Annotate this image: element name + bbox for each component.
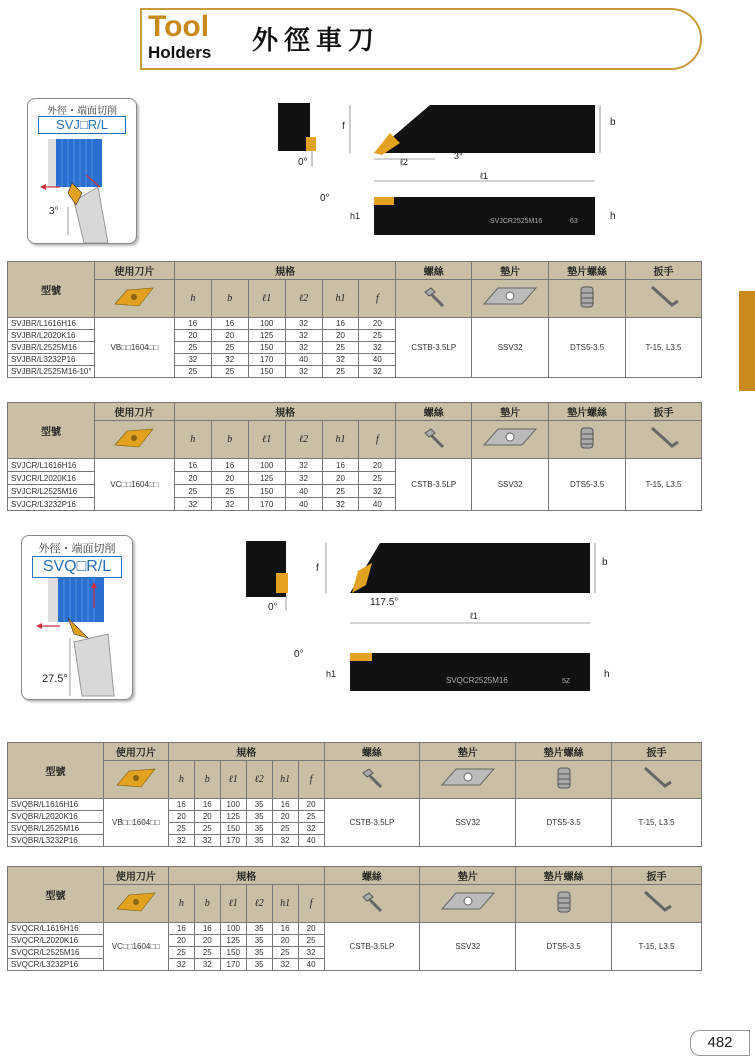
- table-row: SVQBR/L3232P16: [8, 835, 104, 847]
- screw-icon: [396, 421, 472, 459]
- svg-text:h: h: [610, 211, 616, 222]
- svg-text:b: b: [610, 117, 616, 128]
- spec-table-4: 型號 使用刀片 規格 螺絲 墊片 墊片螺絲 扳手 h b ℓ1 ℓ2 h1 f SVQCR/L1616H16 VC□□1604□□ 16 16 100 35 16 20 CSTB-3.5LP SSV32 DTS5-3.5 T-15, L3.5 SVQCR/L2020K16 20 20 125 35 20 25 SVQCR/L2525M16 25 25 150 35 25 32 SVQCR/L3232P16 32 32 170 35 32 40: [7, 866, 702, 971]
- shim-icon: [472, 421, 549, 459]
- svg-text:5Z: 5Z: [562, 678, 571, 685]
- screw-icon: [324, 885, 420, 923]
- brand-tool: Tool: [148, 10, 210, 43]
- svg-text:h1: h1: [350, 211, 361, 221]
- table-row: SVQCR/L3232P16: [8, 959, 104, 971]
- table-row: SVQCR/L1616H16: [8, 923, 104, 935]
- svq-code: SVQ□R/L: [32, 556, 122, 578]
- svq-info-box: [21, 535, 133, 700]
- svg-text:3°: 3°: [454, 151, 463, 161]
- table-row: SVJCR/L3232P16: [8, 498, 95, 511]
- t1-wrench-header: 扳手: [626, 262, 702, 280]
- shim-icon: [420, 761, 516, 799]
- shim-screw-icon: [549, 421, 626, 459]
- table-row: SVJBR/L2020K16: [8, 330, 95, 342]
- svg-text:ℓ1: ℓ1: [470, 611, 478, 621]
- table-row: SVQBR/L2020K16: [8, 811, 104, 823]
- svq-caption: 外徑・端面切削: [38, 542, 116, 555]
- svq-box-angle: 27.5°: [42, 673, 68, 685]
- wrench-icon: [612, 885, 702, 923]
- table-row: SVJCR/L2525M16: [8, 485, 95, 498]
- wrench-icon: [626, 421, 702, 459]
- spec-table-3: 型號 使用刀片 規格 螺絲 墊片 墊片螺絲 扳手 h b ℓ1 ℓ2 h1 f SVQBR/L1616H16 VB□□1604□□ 16 16 100 35 16 20 CSTB-3.5LP SSV32 DTS5-3.5 T-15, L3.5 SVQBR/L2020K16 20 20 125 35 20 25 SVQBR/L2525M16 25 25 150 35 25 32 SVQBR/L3232P16 32 32 170 35 32 40: [7, 742, 702, 847]
- t1-shim-header: 墊片: [472, 262, 549, 280]
- svg-text:117.5°: 117.5°: [370, 597, 399, 608]
- svg-text:0°: 0°: [268, 602, 278, 613]
- insert-icon: [103, 761, 168, 799]
- svg-text:f: f: [316, 563, 319, 574]
- insert-icon: [94, 280, 174, 318]
- svg-text:h: h: [604, 669, 610, 680]
- t1-spec-header: 規格: [174, 262, 395, 280]
- table-row: SVJBR/L2525M16: [8, 342, 95, 354]
- svj-caption: 外徑・端面切削: [47, 106, 117, 117]
- table-row: SVQCR/L2525M16: [8, 947, 104, 959]
- shim-screw-icon: [516, 761, 612, 799]
- t1-model-header: 型號: [8, 262, 95, 318]
- page-number: 482: [690, 1030, 750, 1056]
- t1-insert-header: 使用刀片: [94, 262, 174, 280]
- svj-holder-diagram: [270, 95, 630, 235]
- svj-info-box: [27, 98, 137, 244]
- spec-table-2: 型號 使用刀片 規格 螺絲 墊片 墊片螺絲 扳手 h b ℓ1 ℓ2 h1 f SVJCR/L1616H16 VC□□1604□□ 16 16 100 32 16 20 CSTB-3.5LP SSV32 DTS5-3.5 T-15, L3.5 SVJCR/L2020K16 20 20 125 32 20 25 SVJCR/L2525M16 25 25 150 40 25 32 SVJCR/L3232P16 32 32 170 40 32 40: [7, 402, 702, 511]
- table-row: SVJCR/L1616H16: [8, 459, 95, 472]
- shim-icon: [472, 280, 549, 318]
- svg-text:b: b: [602, 557, 608, 568]
- screw-icon: [396, 280, 472, 318]
- svj-cutting-icon: [28, 135, 136, 243]
- svg-text:0°: 0°: [320, 193, 330, 204]
- svq-holder-diagram: [240, 535, 620, 705]
- insert-icon: [94, 421, 174, 459]
- svg-text:0°: 0°: [294, 649, 304, 660]
- t2-model-header: 型號: [8, 403, 95, 459]
- shim-icon: [420, 885, 516, 923]
- brand-holders: Holders: [148, 43, 212, 62]
- svj-code: SVJ□R/L: [38, 116, 126, 134]
- table-row: SVJCR/L2020K16: [8, 472, 95, 485]
- svg-text:ℓ2: ℓ2: [400, 157, 408, 167]
- svg-text:f: f: [342, 121, 345, 132]
- table-row: SVQCR/L2020K16: [8, 935, 104, 947]
- table-row: SVQBR/L1616H16: [8, 799, 104, 811]
- screw-icon: [324, 761, 420, 799]
- wrench-icon: [612, 761, 702, 799]
- table-row: SVJBR/L1616H16: [8, 318, 95, 330]
- page-title: 外徑車刀: [252, 26, 381, 56]
- svg-text:h1: h1: [326, 669, 337, 679]
- svg-text:SVJCR2525M16: SVJCR2525M16: [490, 218, 543, 225]
- svg-text:ℓ1: ℓ1: [480, 171, 488, 181]
- svg-text:SVQCR2525M16: SVQCR2525M16: [446, 676, 508, 685]
- wrench-icon: [626, 280, 702, 318]
- shim-screw-icon: [549, 280, 626, 318]
- svj-box-angle: 3°: [49, 206, 59, 217]
- svg-text:63: 63: [570, 218, 578, 225]
- table-row: SVJBR/L2525M16-10°: [8, 366, 95, 378]
- table-row: SVJBR/L3232P16: [8, 354, 95, 366]
- t1-screw-header: 螺絲: [396, 262, 472, 280]
- svg-text:0°: 0°: [298, 157, 308, 168]
- spec-table-1: 型號 使用刀片 規格 螺絲 墊片 墊片螺絲 扳手 h b ℓ1 ℓ2 h1 f SVJBR/L1616H16 VB□□1604□□ 16 16 100 32 16 20 CSTB-3.5LP SSV32 DTS5-3.5 T-15, L3.5 SVJBR/L2020K16 20 20 125 32 20 25 SVJBR/L2525M16 25 25 150 32 25 32 SVJBR/L3232P16 32 32 170 40 32 40 SVJBR/L2525M16-10° 25 25 150 32 25 32: [7, 261, 702, 378]
- svq-cutting-icon: [22, 578, 132, 698]
- insert-icon: [103, 885, 168, 923]
- section-side-tab: [739, 291, 755, 391]
- header-frame: [140, 8, 702, 70]
- shim-screw-icon: [516, 885, 612, 923]
- t1-shimscrew-header: 墊片螺絲: [549, 262, 626, 280]
- table-row: SVQBR/L2525M16: [8, 823, 104, 835]
